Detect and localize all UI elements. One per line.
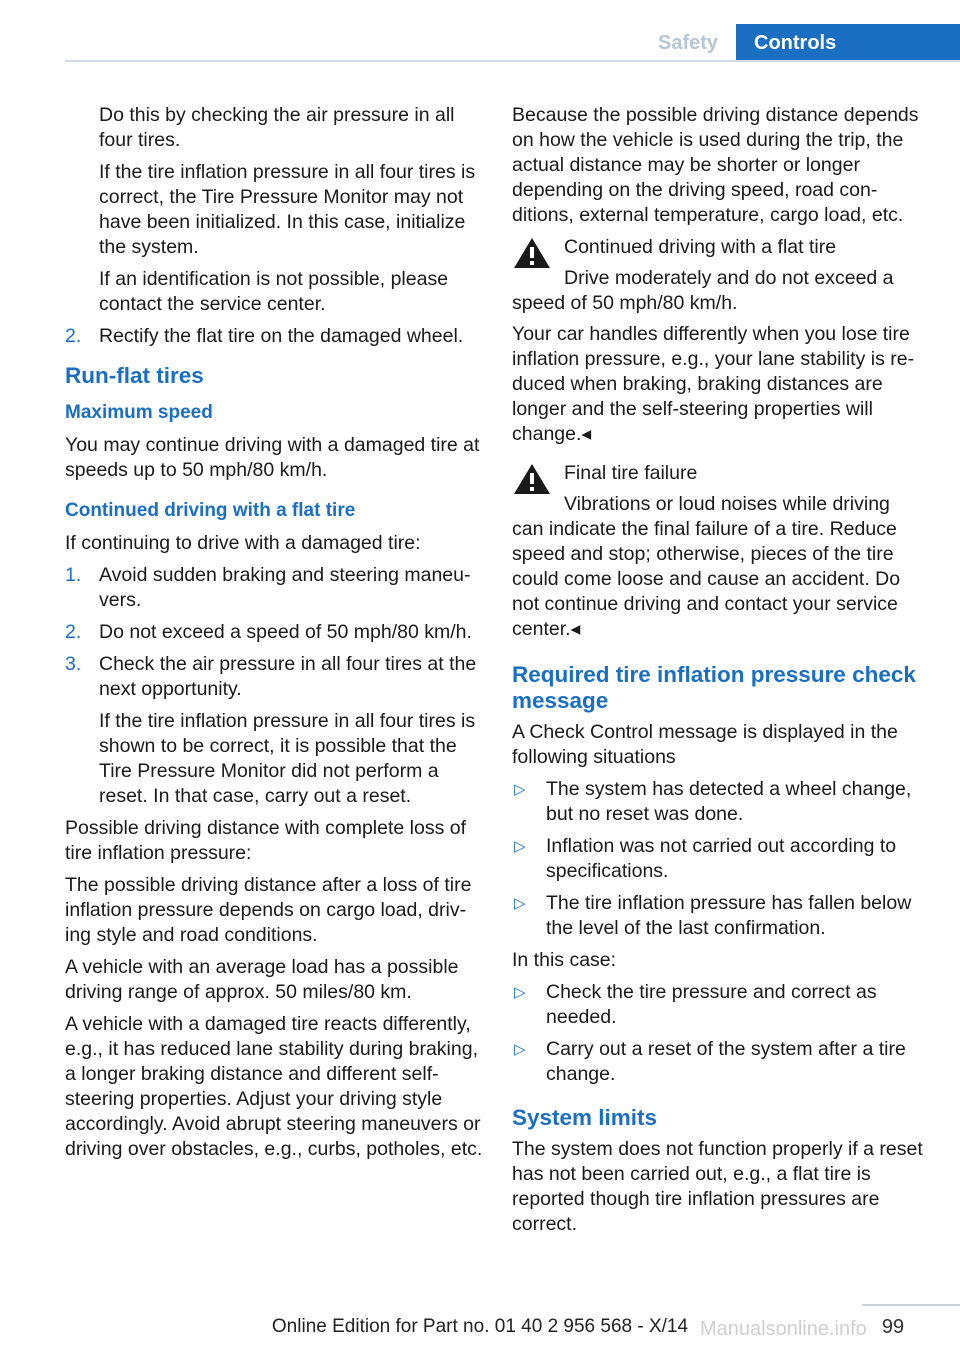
paragraph-max-speed: You may continue driving with a damaged tire at speeds up to 50 mph/80 km/h.: [65, 434, 480, 481]
watermark: Manualsonline.info: [700, 1318, 867, 1340]
edition-footer: Online Edition for Part no. 01 40 2 956 568 - X/14: [271, 1316, 689, 1337]
paragraph-reset-note: If the tire inflation pressure in all four tires is shown to be correct, it is possible that the Tire Pressure Monitor did not perform a reset. In that case, carry out a reset.: [99, 710, 476, 807]
warning-body: Vibrations or loud noises while driving can indicate the final failure of a tire. Reduce speed and stop; otherwise, pieces of the tire could come loose and cause an accident. Do not continue driving and contact your service center.◂: [512, 493, 901, 640]
left-column: [65, 103, 483, 1169]
warning-body: Drive moderately and do not exceed a speed of 50 mph/80 km/h.: [512, 267, 894, 314]
page-number: 99: [881, 1316, 905, 1338]
paragraph-in-this-case: In this case:: [512, 949, 617, 971]
paragraph-check-control: A Check Control message is displayed in the following situations: [512, 721, 898, 768]
warning-title: Final tire failure: [564, 462, 698, 484]
tab-safety[interactable]: Safety: [657, 32, 719, 54]
triangle-right-icon: ▷: [514, 781, 526, 798]
paragraph-contact-service: If an identification is not possible, please contact the service center.: [99, 268, 449, 315]
warning-triangle-icon: [512, 461, 552, 496]
list-item-text: Do not exceed a speed of 50 mph/80 km/h.: [99, 621, 472, 643]
list-item: [512, 891, 924, 941]
paragraph-check-pressure: Do this by checking the air pressure in all four tires.: [99, 104, 455, 151]
list-item-text: Check the tire pressure and correct as needed.: [546, 981, 877, 1028]
list-item-text: Avoid sudden braking and steering maneuvers.: [99, 564, 471, 611]
list-item: [512, 834, 924, 884]
warning-final-failure: [512, 461, 924, 642]
paragraph-not-initialized: If the tire inflation pressure in all four tires is correct, the Tire Pressure Monitor may not have been initialized. In this case, initialize the system.: [99, 161, 476, 258]
footer-divider: [862, 1304, 960, 1306]
header-divider: [65, 60, 960, 62]
list-item: [512, 777, 924, 827]
list-number: 2.: [65, 325, 82, 347]
triangle-right-icon: ▷: [514, 984, 526, 1001]
triangle-right-icon: ▷: [514, 838, 526, 855]
list-item: [65, 652, 483, 702]
paragraph-average-load: A vehicle with an average load has a possible driving range of approx. 50 miles/80 km.: [65, 956, 459, 1003]
section-heading-required-check: Required tire inflation pressure check message: [512, 662, 916, 713]
warning-continued-driving: [512, 235, 924, 316]
right-column: [512, 103, 924, 1244]
list-number: 1.: [65, 564, 82, 586]
triangle-right-icon: ▷: [514, 1041, 526, 1058]
subheading-maximum-speed: Maximum speed: [65, 402, 213, 423]
list-item: [65, 620, 483, 645]
paragraph-because: Because the possible driving distance depends on how the vehicle is used during the trip, the actual distance may be shorter or longer depending on the driving speed, road conditions, external temperature, cargo load, etc.: [512, 104, 919, 226]
section-heading-run-flat: Run-flat tires: [65, 363, 204, 388]
list-item-text: Rectify the flat tire on the damaged wheel.: [99, 325, 464, 347]
triangle-right-icon: ▷: [514, 895, 526, 912]
paragraph-possible-distance: Possible driving distance with complete loss of tire inflation pressure:: [65, 817, 467, 864]
list-item: [65, 324, 483, 349]
list-item: [512, 980, 924, 1030]
list-item: [65, 563, 483, 613]
paragraph-continuing: If continuing to drive with a damaged tire:: [65, 532, 421, 554]
tab-controls[interactable]: Controls: [736, 24, 960, 62]
warning-title: Continued driving with a flat tire: [564, 236, 837, 258]
paragraph-handles: Your car handles differently when you lose tire inflation pressure, e.g., your lane stability is reduced when braking, braking distances are longer and the self-steering properties will change.◂: [512, 323, 915, 445]
subheading-continued-driving: Continued driving with a flat tire: [65, 500, 356, 521]
list-item-text: The tire inflation pressure has fallen below the level of the last confirmation.: [546, 892, 912, 939]
paragraph-system-limits: The system does not function properly if a reset has not been carried out, e.g., a flat tire is reported though tire inflation pressures are correct.: [512, 1138, 923, 1235]
list-item-text: Carry out a reset of the system after a tire change.: [546, 1038, 906, 1085]
paragraph-damaged-tire: A vehicle with a damaged tire reacts differently, e.g., it has reduced lane stability during braking, a longer braking distance and different self-steering properties. Adjust your driving style accordingly. Avoid abrupt steering maneuvers or driving over obstacles, e.g., curbs, potholes, etc.: [65, 1013, 483, 1160]
list-item: [512, 1037, 924, 1087]
list-item-text: The system has detected a wheel change, but no reset was done.: [546, 778, 912, 825]
section-heading-system-limits: System limits: [512, 1105, 658, 1130]
list-item-text: Inflation was not carried out according to specifications.: [546, 835, 897, 882]
list-number: 3.: [65, 653, 82, 675]
list-number: 2.: [65, 621, 82, 643]
paragraph-distance-depends: The possible driving distance after a loss of tire inflation pressure depends on cargo load, driving style and road conditions.: [65, 874, 472, 946]
warning-triangle-icon: [512, 235, 552, 270]
list-item-text: Check the air pressure in all four tires at the next opportunity.: [99, 653, 477, 700]
